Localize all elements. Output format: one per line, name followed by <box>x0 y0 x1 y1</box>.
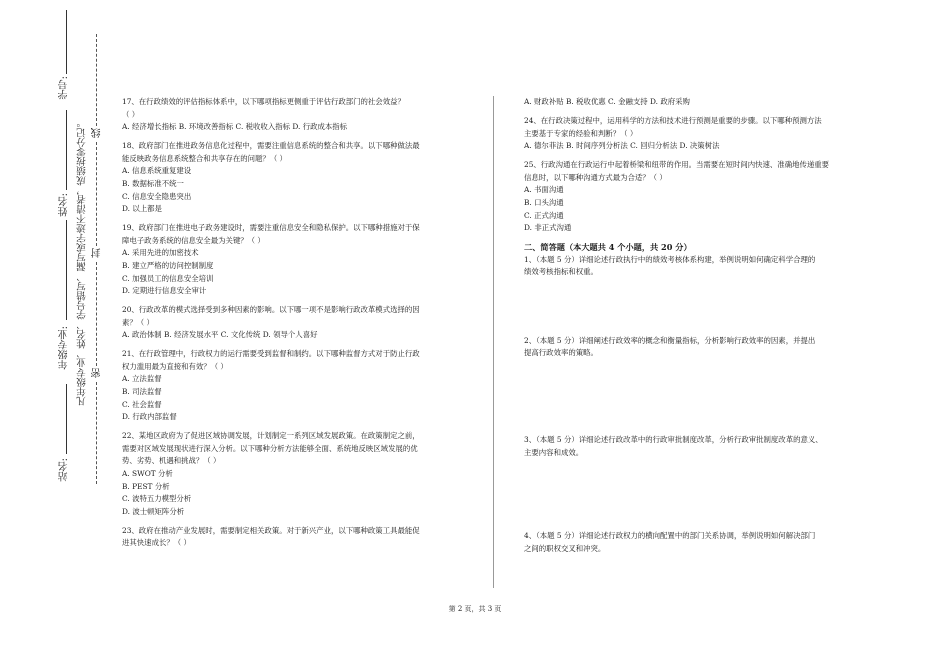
question-18: 18、政府部门在推进政务信息化过程中，需要注重信息系统的整合和共享。以下哪种做法最 能反映政务信息系统整合和共享存在的问题？（ ） A. 信息系统重复建设 B. 数据标准不统一 C. 信息安全隐患突出 D. 以上都是 <box>122 141 420 214</box>
seal-dash-4 <box>96 382 97 484</box>
name-line <box>66 110 67 190</box>
question-22: 22、某地区政府为了促进区域协调发展，计划制定一系列区域发展政策。在政策制定之前， 需要对区域发展现状进行深入分析。以下哪种分析方法能够全面、系统地反映区域发展的优 势、劣势、机遇和挑战？（ ） A. SWOT 分析 B. PEST 分析 C. 波特五力模型分析 D. 波士顿矩阵分析 <box>122 431 420 516</box>
column-divider <box>493 96 494 588</box>
seal-dash-2 <box>96 142 97 246</box>
question-17: 17、在行政绩效的评估指标体系中，以下哪项指标更侧重于评估行政部门的社会效益？ （ ） A. 经济增长指标 B. 环境改善指标 C. 税收收入指标 D. 行政成本指标 <box>122 97 405 132</box>
seal-char-xian: 线 <box>92 128 103 138</box>
question-19: 19、政府部门在推进电子政务建设时，需要注重信息安全和隐私保护。以下哪种措施对于保 障电子政务系统的信息安全最为关键？（ ） A. 采用先进的加密技术 B. 建立严格的访问控制制度 C. 加强员工的信息安全培训 D. 定期进行信息安全审计 <box>122 223 420 296</box>
major-line <box>66 220 67 320</box>
major-label: 年级专业: <box>59 326 70 370</box>
seal-char-feng: 封 <box>92 248 103 258</box>
short-answer-4: 4、（本题 5 分）详细论述行政权力的横向配置中的部门关系协调，举例说明如何解决部门 之间的职权交叉和冲突。 <box>524 531 816 553</box>
school-line <box>66 384 67 454</box>
question-23-options: A. 财政补贴 B. 税收优惠 C. 金融支持 D. 政府采购 <box>524 97 690 106</box>
question-21: 21、在行政管理中，行政权力的运行需要受到监督和制约。以下哪种监督方式对于防止行政 权力滥用最为直接和有效？（ ） A. 立法监督 B. 司法监督 C. 社会监督 D. 行政内部监督 <box>122 349 420 422</box>
binding-margin <box>0 0 108 672</box>
school-label: 站名: <box>59 458 70 482</box>
name-label: 姓名: <box>59 193 70 217</box>
page-footer: 第 2 页，共 3 页 <box>448 605 502 613</box>
seal-dash-1 <box>96 34 97 126</box>
question-24: 24、在行政决策过程中，运用科学的方法和技术进行预测是重要的步骤。以下哪种预测方法 主要基于专家的经验和判断？（ ） A. 德尔菲法 B. 时间序列分析法 C. 回归分析法 D. 决策树法 <box>524 115 822 151</box>
binding-warning: 凡年级专业、姓名、学号错写、漏写或字迹不清者，成绩按零分记。 <box>77 118 88 406</box>
seal-char-mi: 密 <box>92 368 103 378</box>
short-answer-3: 3、（本题 5 分）详细论述行政改革中的行政审批制度改革，分析行政审批制度改革的意义、 主要内容和成效。 <box>524 435 823 457</box>
short-answer-2: 2、（本题 5 分）详细阐述行政效率的概念和衡量指标，分析影响行政效率的因素，并提出 提高行政效率的策略。 <box>524 335 816 358</box>
question-25: 25、行政沟通在行政运行中起着桥梁和纽带的作用。当需要在短时间内快速、准确地传递重要 信息时，以下哪种沟通方式最为合适？（ ） A. 书面沟通 B. 口头沟通 C. 正式沟通 D. 非正式沟通 <box>524 160 830 233</box>
left-column <box>122 96 477 556</box>
seal-dash-3 <box>96 262 97 366</box>
right-column <box>524 96 894 555</box>
question-20: 20、行政改革的模式选择受到多种因素的影响。以下哪一项不是影响行政改革模式选择的因 素？（ ） A. 政治体制 B. 经济发展水平 C. 文化传统 D. 领导个人喜好 <box>122 305 420 340</box>
question-23: 23、政府在推动产业发展时，需要制定相关政策。对于新兴产业，以下哪种政策工具最能促 进其快速成长？（ ） <box>122 525 420 548</box>
student-id-label: 学号: <box>59 76 70 100</box>
section-title-short-answer: 二、简答题（本大题共 4 个小题，共 20 分） <box>524 242 692 253</box>
short-answer-1: 1、（本题 5 分）详细论述行政执行中的绩效考核体系构建，举例说明如何确定科学合理的 绩效考核指标和权重。 <box>524 254 816 277</box>
student-id-line <box>66 10 67 74</box>
